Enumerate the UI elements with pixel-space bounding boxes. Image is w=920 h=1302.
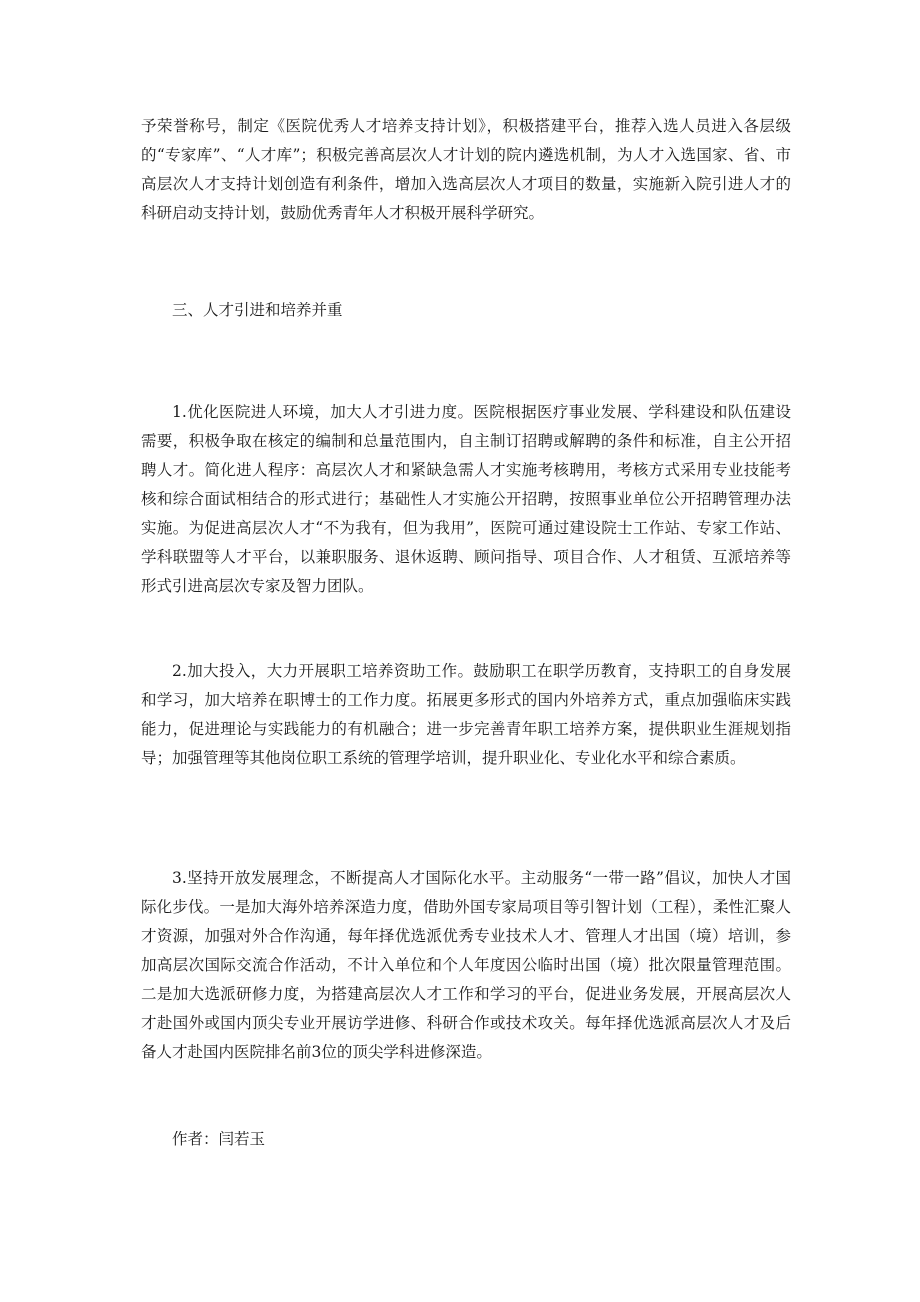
paragraph-3: 3.坚持开放发展理念，不断提高人才国际化水平。主动服务“一带一路”倡议，加快人才国际化步伐。一是加大海外培养深造力度，借助外国专家局项目等引智计划（工程），柔性汇聚人才资源，加强对外合作沟通，每年择优选派优秀专业技术人才、管理人才出国（境）培训，参加高层次国际交流合作活动，不计入单位和个人年度因公临时出国（境）批次限量管理范围。二是加大选派研修力度，为搭建高层次人才工作和学习的平台，促进业务发展，开展高层次人才赴国外或国内顶尖专业开展访学进修、科研合作或技术攻关。每年择优选派高层次人才及后备人才赴国内医院排名前3位的顶尖学科进修深造。	[141, 869, 791, 1061]
section-heading: 三、人才引进和培养并重	[172, 301, 343, 319]
paragraph-2: 2.加大投入，大力开展职工培养资助工作。鼓励职工在职学历教育，支持职工的自身发展和学习，加大培养在职博士的工作力度。拓展更多形式的国内外培养方式，重点加强临床实践能力，促进理论与实践能力的有机融合；进一步完善青年职工培养方案，提供职业生涯规划指导；加强管理等其他岗位职工系统的管理学培训，提升职业化、专业化水平和综合素质。	[141, 662, 791, 767]
author-line: 作者：闫若玉	[172, 1130, 266, 1148]
paragraph-intro: 予荣誉称号，制定《医院优秀人才培养支持计划》，积极搭建平台，推荐入选人员进入各层级的“专家库”、“人才库”；积极完善高层次人才计划的院内遴选机制，为人才入选国家、省、市高层次人才支持计划创造有利条件，增加入选高层次人才项目的数量，实施新入院引进人才的科研启动支持计划，鼓励优秀青年人才积极开展科学研究。	[141, 117, 791, 222]
paragraph-1: 1.优化医院进人环境，加大人才引进力度。医院根据医疗事业发展、学科建设和队伍建设需要，积极争取在核定的编制和总量范围内，自主制订招聘或解聘的条件和标准，自主公开招聘人才。简化进人程序：高层次人才和紧缺急需人才实施考核聘用，考核方式采用专业技能考核和综合面试相结合的形式进行；基础性人才实施公开招聘，按照事业单位公开招聘管理办法实施。为促进高层次人才“不为我有，但为我用”，医院可通过建设院士工作站、专家工作站、学科联盟等人才平台，以兼职服务、退休返聘、顾问指导、项目合作、人才租赁、互派培养等形式引进高层次专家及智力团队。	[141, 403, 791, 595]
